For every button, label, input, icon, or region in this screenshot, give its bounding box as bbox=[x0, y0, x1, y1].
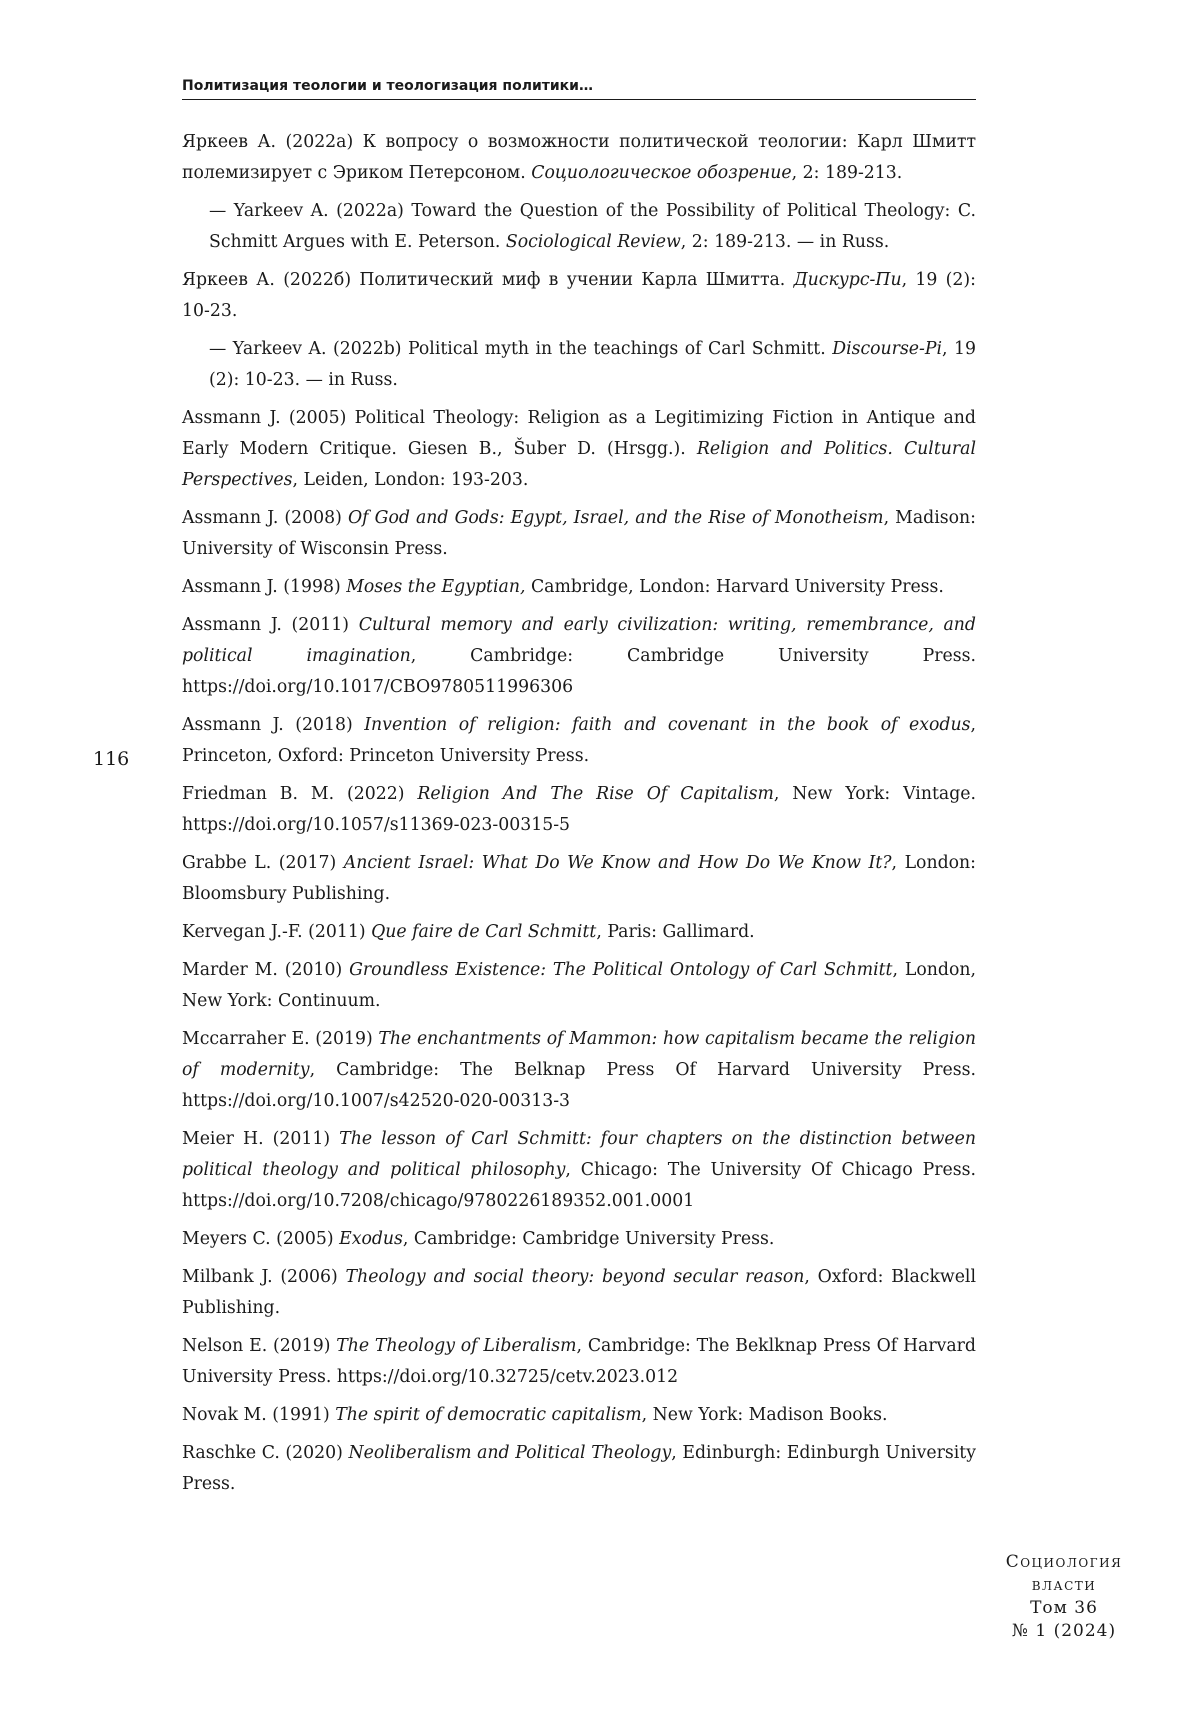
reference-title: The lesson of Carl Schmitt: four chapters on the distinction between political theology and political philosophy bbox=[182, 1129, 976, 1180]
reference-text: Novak M. (1991) bbox=[182, 1405, 336, 1425]
reference-publication: , Princeton, Oxford: Princeton University Press. bbox=[182, 715, 976, 766]
reference-title: Moses the Egyptian, bbox=[346, 577, 526, 597]
reference-entry bbox=[182, 917, 976, 948]
reference-entry bbox=[182, 610, 976, 703]
reference-entry bbox=[182, 265, 976, 327]
reference-text: Nelson E. (2019) bbox=[182, 1336, 337, 1356]
reference-title: Cultural memory and early civilization: writing, remembrance, and political imagination bbox=[182, 615, 976, 666]
reference-title: Sociological Review bbox=[505, 232, 681, 252]
reference-publication: , 19 (2): 10-23. bbox=[182, 270, 976, 321]
reference-text: — Yarkeev A. (2022a) Toward the Question of the Possibility of Political Theology: C. Schmitt Argues with E. Peterson. bbox=[209, 201, 976, 252]
reference-text: Mccarraher E. (2019) bbox=[182, 1029, 379, 1049]
reference-text: Friedman B. M. (2022) bbox=[182, 784, 418, 804]
reference-title: Дискурс-Пи bbox=[793, 270, 902, 290]
reference-publication: , London: Bloomsbury Publishing. bbox=[182, 853, 976, 904]
reference-text: Assmann J. (2008) bbox=[182, 508, 348, 528]
reference-publication: , Chicago: The University Of Chicago Press. https://doi.org/10.7208/chicago/9780226189352.001.0001 bbox=[182, 1160, 977, 1211]
reference-publication: , New York: Madison Books. bbox=[641, 1405, 888, 1425]
reference-publication: , Leiden, London: 193-203. bbox=[292, 470, 529, 490]
reference-publication: , Cambridge: The Belknap Press Of Harvard University Press. https://doi.org/10.1007/s42520-020-00313-3 bbox=[182, 1060, 977, 1111]
reference-publication: , Edinburgh: Edinburgh University Press. bbox=[182, 1443, 976, 1494]
reference-publication: Cambridge, London: Harvard University Press. bbox=[525, 577, 944, 597]
reference-text: — Yarkeev A. (2022b) Political myth in the teachings of Carl Schmitt. bbox=[209, 339, 833, 359]
reference-entry bbox=[182, 1224, 976, 1255]
reference-text: Meyers C. (2005) bbox=[182, 1229, 340, 1249]
reference-title: Социологическое обозрение bbox=[531, 163, 792, 183]
reference-title: Of God and Gods: Egypt, Israel, and the Rise of Monotheism bbox=[347, 508, 884, 528]
reference-entry bbox=[182, 710, 976, 772]
reference-entry bbox=[182, 1400, 976, 1431]
reference-text: Kervegan J.-F. (2011) bbox=[182, 922, 372, 942]
reference-entry bbox=[182, 848, 976, 910]
reference-title: Que faire de Carl Schmitt bbox=[371, 922, 597, 942]
reference-title: The spirit of democratic capitalism bbox=[335, 1405, 642, 1425]
reference-text: Assmann J. (1998) bbox=[182, 577, 347, 597]
reference-text: Grabbe L. (2017) bbox=[182, 853, 344, 873]
running-head: Политизация теологии и теологизация политики… bbox=[182, 76, 976, 100]
reference-publication: , Paris: Gallimard. bbox=[596, 922, 755, 942]
reference-title: Ancient Israel: What Do We Know and How Do We Know It? bbox=[343, 853, 892, 873]
reference-text: Marder M. (2010) bbox=[182, 960, 350, 980]
journal-issue: № 1 (2024) bbox=[1011, 1621, 1117, 1641]
reference-publication: , New York: Vintage. https://doi.org/10.1057/s11369-023-00315-5 bbox=[182, 784, 976, 835]
reference-entry bbox=[182, 1024, 976, 1117]
reference-title: Religion and Politics. Cultural Perspectives bbox=[182, 439, 976, 490]
reference-title: Neoliberalism and Political Theology bbox=[348, 1443, 672, 1463]
reference-publication: , Cambridge: Cambridge University Press. bbox=[402, 1229, 775, 1249]
reference-entry bbox=[182, 127, 976, 189]
reference-title: Groundless Existence: The Political Ontology of Carl Schmitt bbox=[349, 960, 893, 980]
reference-title: The Theology of Liberalism bbox=[336, 1336, 577, 1356]
reference-text: Meier H. (2011) bbox=[182, 1129, 340, 1149]
reference-entry bbox=[182, 955, 976, 1017]
reference-publication: , London, New York: Continuum. bbox=[182, 960, 976, 1011]
journal-title-line-1: Социология bbox=[1005, 1552, 1123, 1572]
reference-entry bbox=[182, 1262, 976, 1324]
journal-info bbox=[970, 1551, 1158, 1643]
reference-entry bbox=[182, 503, 976, 565]
reference-entry bbox=[182, 779, 976, 841]
reference-list bbox=[182, 127, 976, 1507]
reference-title: Theology and social theory: beyond secular reason bbox=[345, 1267, 805, 1287]
reference-title: Religion And The Rise Of Capitalism bbox=[417, 784, 774, 804]
reference-transliteration bbox=[182, 334, 976, 396]
reference-entry bbox=[182, 1124, 976, 1217]
reference-entry bbox=[182, 572, 976, 603]
reference-publication: , 2: 189-213. bbox=[791, 163, 903, 183]
reference-text: Assmann J. (2018) bbox=[182, 715, 365, 735]
reference-title: Exodus bbox=[339, 1229, 403, 1249]
reference-entry bbox=[182, 1331, 976, 1393]
reference-transliteration bbox=[182, 196, 976, 258]
reference-text: Milbank J. (2006) bbox=[182, 1267, 346, 1287]
reference-title: Invention of religion: faith and covenant in the book of exodus bbox=[364, 715, 971, 735]
journal-title-line-2: власти bbox=[1031, 1575, 1097, 1595]
reference-title: The enchantments of Mammon: how capitalism became the religion of modernity bbox=[182, 1029, 976, 1080]
reference-text: Raschke C. (2020) bbox=[182, 1443, 349, 1463]
reference-publication: , 19 (2): 10-23. — in Russ. bbox=[209, 339, 976, 390]
reference-publication: , 2: 189-213. — in Russ. bbox=[680, 232, 890, 252]
reference-text: Яркеев А. (2022б) Политический миф в учении Карла Шмитта. bbox=[182, 270, 794, 290]
reference-publication: , Cambridge: Cambridge University Press. https://doi.org/10.1017/CBO9780511996306 bbox=[182, 646, 976, 697]
page-number: 116 bbox=[93, 748, 130, 770]
reference-publication: , Madison: University of Wisconsin Press. bbox=[182, 508, 976, 559]
reference-entry bbox=[182, 1438, 976, 1500]
reference-publication: , Cambridge: The Beklknap Press Of Harvard University Press. https://doi.org/10.32725/cetv.2023.012 bbox=[182, 1336, 976, 1387]
reference-publication: , Oxford: Blackwell Publishing. bbox=[182, 1267, 976, 1318]
journal-volume: Том 36 bbox=[1030, 1598, 1098, 1618]
reference-text: Assmann J. (2011) bbox=[182, 615, 359, 635]
reference-entry bbox=[182, 403, 976, 496]
reference-title: Discourse-Pi bbox=[832, 339, 943, 359]
reference-text: Яркеев А. (2022a) К вопросу о возможности политической теологии: Карл Шмитт полемизирует с Эриком Петерсоном. bbox=[182, 132, 976, 183]
reference-text: Assmann J. (2005) Political Theology: Religion as a Legitimizing Fiction in Antique and Early Modern Critique. Giesen B., Šuber D. (Hrsgg.). bbox=[182, 408, 976, 459]
